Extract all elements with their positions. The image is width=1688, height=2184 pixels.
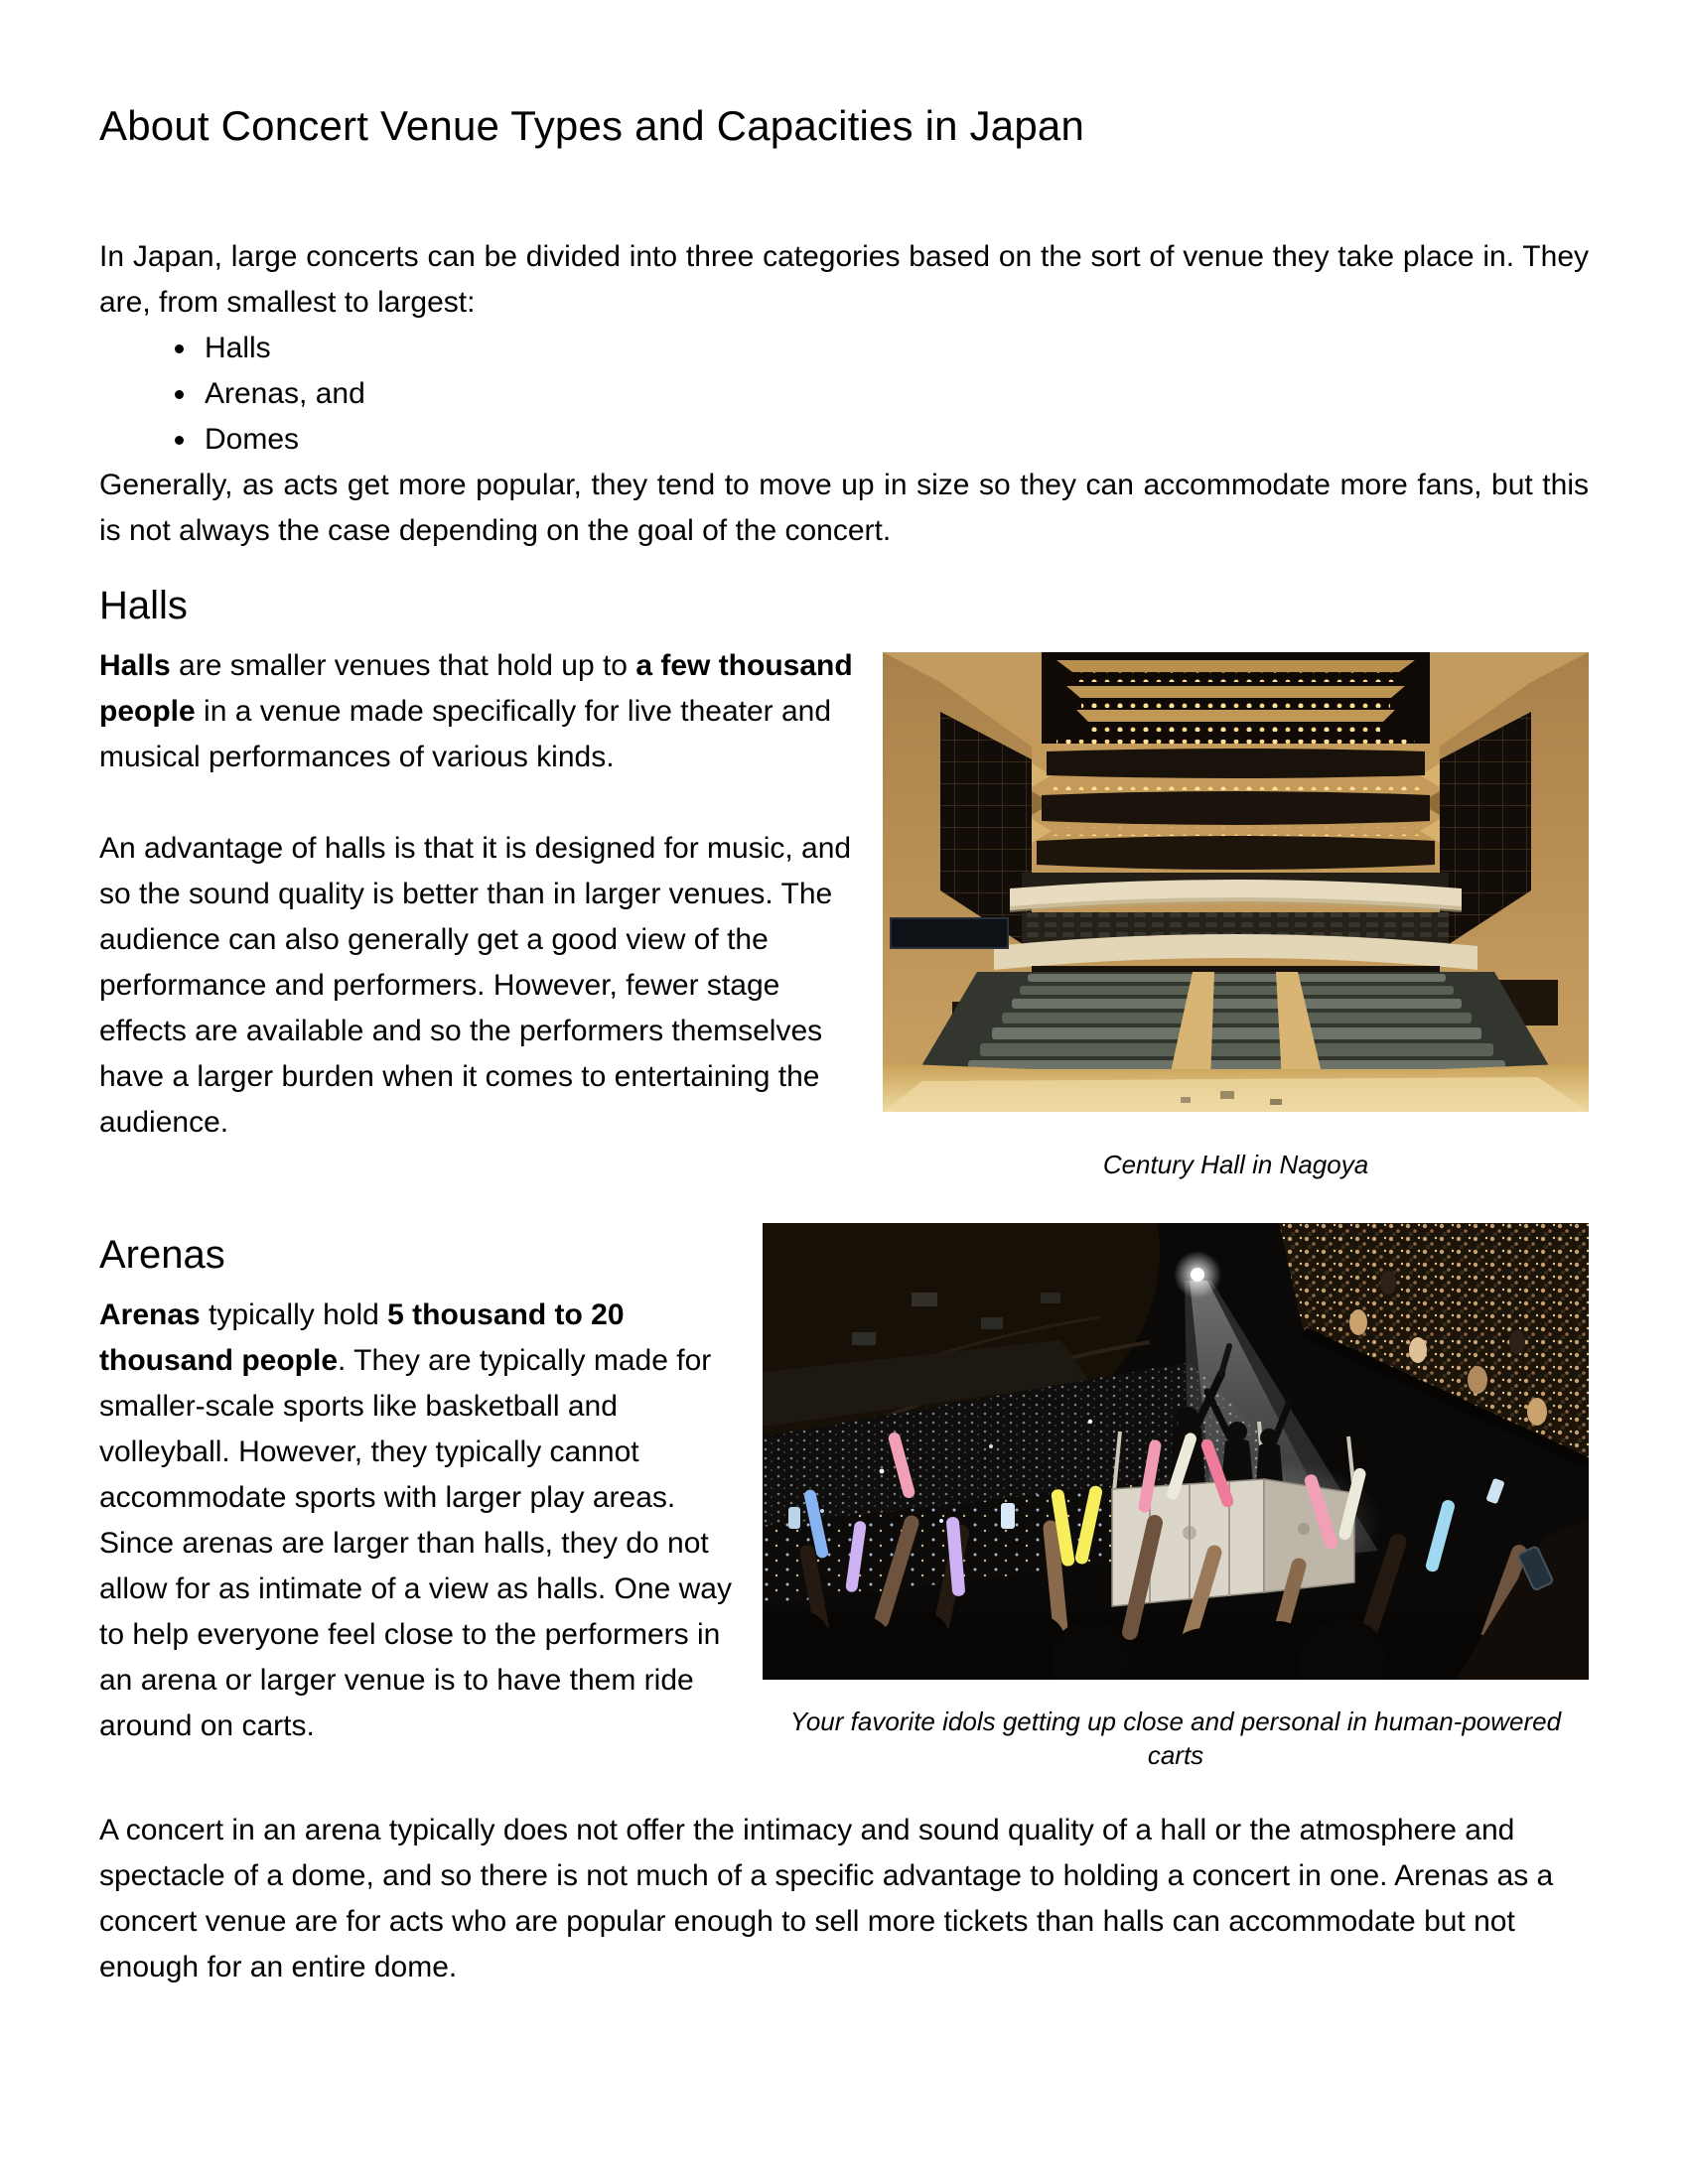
arena-photo-illustration <box>763 1223 1589 1680</box>
list-item-arenas: • Arenas, and <box>199 371 1589 417</box>
arena-photo-caption: Your favorite idols getting up close and personal in human-powered carts <box>789 1706 1562 1770</box>
list-item-domes: • Domes <box>199 417 1589 463</box>
hall-photo-illustration <box>883 652 1589 1112</box>
arenas-paragraph: Arenas typically hold 5 thousand to 20 thousand people. They are typically made for smaller-scale sports like basketball and volleyball. However, they typically cannot accommodate sports with larger play areas. Since arenas are larger than halls, they do not allow for as intimate of a view as halls. One way to help everyone feel close to the performers in an arena or larger venue is to have them ride around on carts. <box>99 1298 732 1742</box>
arenas-text-column <box>99 1293 750 1749</box>
list-item-halls: • Halls <box>199 326 1589 371</box>
popularity-paragraph: Generally, as acts get more popular, they tend to move up in size so they can accommodate more fans, but this is not always the case depending on the goal of the concert. <box>99 469 1589 547</box>
halls-section-row <box>99 643 1589 1181</box>
document-title: About Concert Venue Types and Capacities in Japan <box>99 102 1085 149</box>
arena-photo <box>763 1223 1589 1772</box>
halls-paragraph-2: An advantage of halls is that it is designed for music, and so the sound quality is better than in larger venues. The audience can also generally get a good view of the performance and performers. However, fewer stage effects are available and so the performers themselves have a larger burden when it comes to entertaining the audience. <box>99 832 852 1139</box>
intro-paragraph: In Japan, large concerts can be divided into three categories based on the sort of venue they take place in. They are, from smallest to largest: <box>99 240 1589 319</box>
closing-paragraph: A concert in an arena typically does not offer the intimacy and sound quality of a hall or the atmosphere and spectacle of a dome, and so there is not much of a specific advantage to holding a concert in one. Arenas as a concert venue are for acts who are popular enough to sell more tickets than halls can accommodate but not enough for an entire dome. <box>99 1814 1554 1983</box>
halls-text-column <box>99 643 854 1146</box>
halls-paragraph-1: Halls are smaller venues that hold up to a few thousand people in a venue made specifically for live theater and musical performances of various kinds. <box>99 649 853 773</box>
halls-heading: Halls <box>99 584 188 627</box>
venue-type-list <box>99 326 1589 463</box>
arenas-section-row <box>99 1293 1589 1772</box>
hall-photo <box>883 652 1589 1181</box>
arenas-heading: Arenas <box>99 1233 225 1277</box>
hall-photo-caption: Century Hall in Nagoya <box>1102 1150 1369 1179</box>
